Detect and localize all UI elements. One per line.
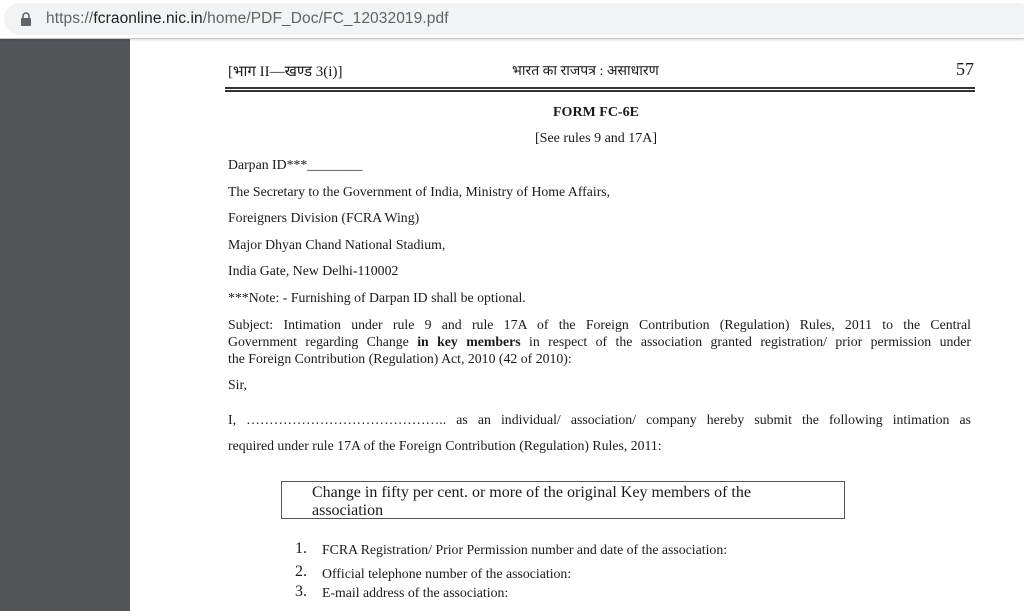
url-host: fcraonline.nic.in [93,10,203,27]
address-line: The Secretary to the Government of India, Ministry of Home Affairs, [228,184,611,199]
list-item-number: 1. [295,540,307,557]
header-rule-bottom [225,90,975,92]
pdf-side-panel [0,39,130,611]
form-subtitle: [See rules 9 and 17A] [535,131,658,146]
pdf-viewer [0,39,1024,611]
gazette-title: भारत का राजपत्र : असाधारण [512,64,659,79]
address-line: Foreigners Division (FCRA Wing) [228,210,420,225]
boxed-heading-line: Change in fifty per cent. or more of the original Key members of the [312,484,751,501]
browser-toolbar [0,0,1024,39]
list-item: Official telephone number of the association: [322,566,572,581]
form-title: FORM FC-6E [553,105,639,120]
salutation: Sir, [228,377,247,392]
boxed-heading-line: association [312,502,384,519]
address-line: Major Dhyan Chand National Stadium, [228,237,446,252]
header-rule-top [225,87,975,89]
boxed-heading [281,481,845,519]
subject-text: Government regarding Change [228,334,418,349]
pdf-page [130,39,1024,611]
url-path: /home/PDF_Doc/FC_12032019.pdf [202,10,449,27]
subject-text: in respect of the association granted registration/ prior permission under [520,334,971,349]
intimation-line-2: required under rule 17A of the Foreign Contribution (Regulation) Rules, 2011: [228,438,662,453]
darpan-id-line: Darpan ID***________ [228,157,363,172]
address-line: India Gate, New Delhi-110002 [228,263,399,278]
url-scheme: https:// [46,10,94,27]
subject-emphasis: in key members [417,334,521,349]
lock-icon[interactable] [20,11,34,27]
subject-line-2 [228,334,971,350]
url-text[interactable] [46,10,449,28]
subject-line-3: the Foreign Contribution (Regulation) Act, 2010 (42 of 2010): [228,351,572,366]
intimation-line-1: I, …………………………………….. as an individual/ association/ company hereby submit the following intimation as [228,412,971,427]
subject-line-1: Subject: Intimation under rule 9 and rule 17A of the Foreign Contribution (Regulation) Rules, 2011 to the Central [228,317,971,332]
gazette-section-label: [भाग II—खण्ड 3(i)] [228,64,343,80]
list-item: E-mail address of the association: [322,585,509,600]
list-item-number: 3. [295,583,307,600]
page-number: 57 [956,59,974,79]
darpan-note: ***Note: - Furnishing of Darpan ID shall be optional. [228,290,526,305]
address-bar[interactable] [4,3,1024,35]
list-item-number: 2. [295,563,307,580]
list-item: FCRA Registration/ Prior Permission number and date of the association: [322,542,728,557]
